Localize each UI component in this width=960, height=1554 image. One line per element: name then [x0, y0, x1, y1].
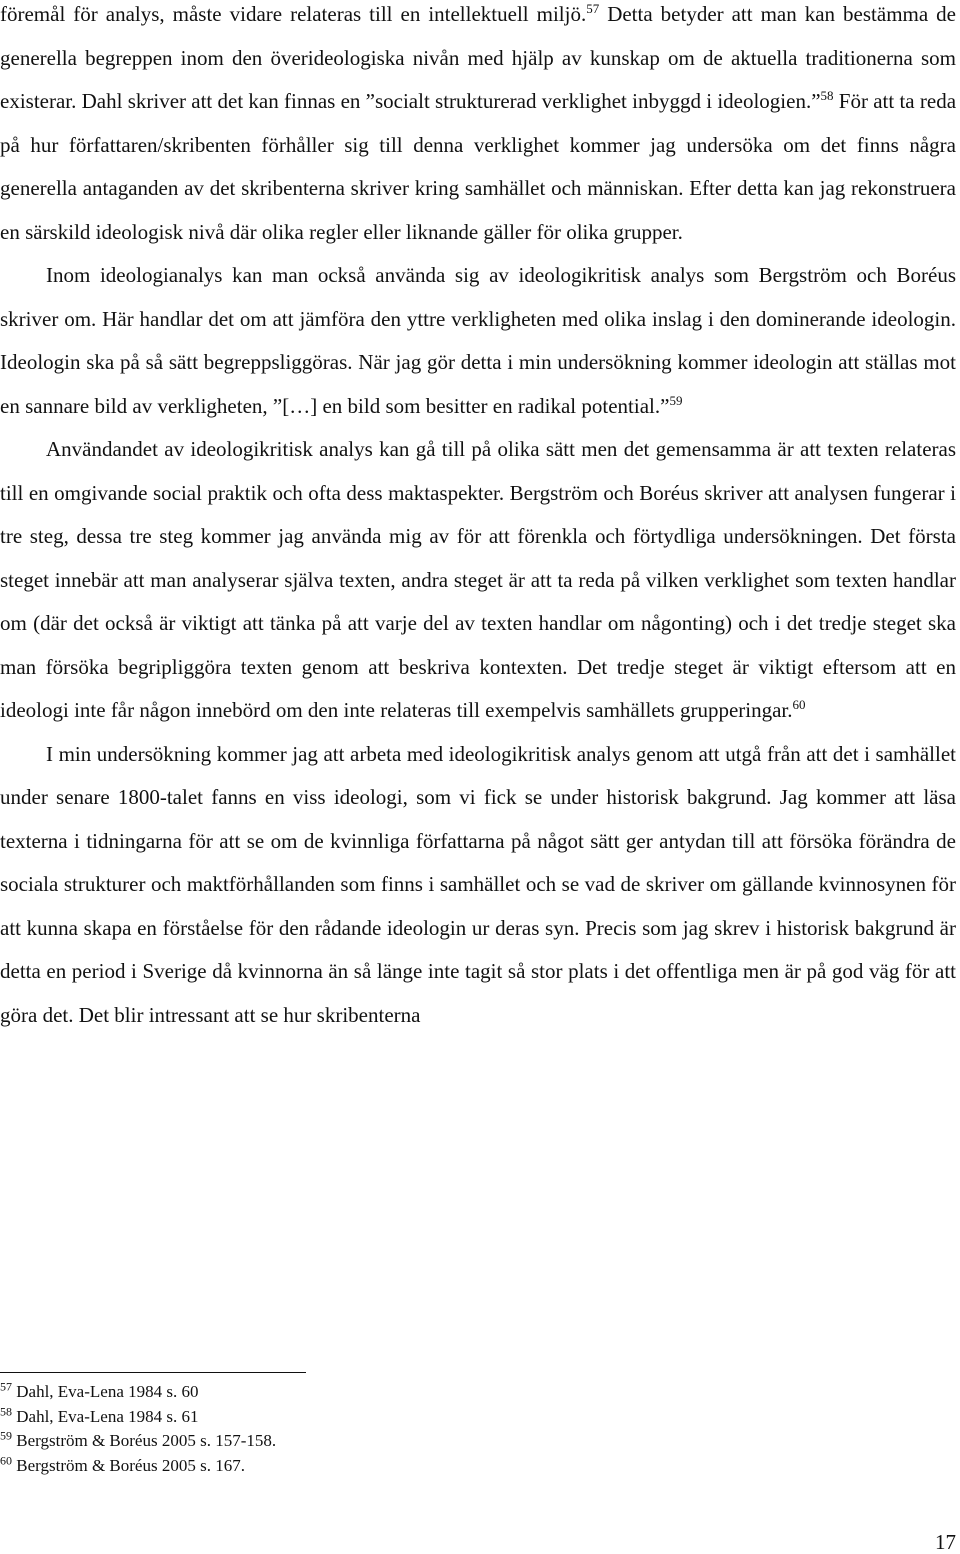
page-number: 17 [935, 1530, 956, 1554]
footnote-text: Bergström & Boréus 2005 s. 157-158. [16, 1431, 277, 1450]
footnote-59 [0, 1429, 700, 1454]
footnote-number: 59 [0, 1428, 12, 1443]
footnote-number: 57 [0, 1379, 12, 1394]
paragraph-text: Detta betyder att man kan bestämma de generella begreppen inom den överideologiska nivån med hjälp av kunskap om de aktuella traditionerna som existerar. Dahl skriver att det kan finnas en ”socialt strukturerad verklighet inbyggd i ideologien.” [0, 2, 956, 113]
footnote-number: 58 [0, 1403, 12, 1418]
paragraph-2 [0, 254, 956, 428]
footnote-text: Dahl, Eva-Lena 1984 s. 60 [16, 1382, 199, 1401]
paragraph-4 [0, 733, 956, 1038]
paragraph-text: föremål för analys, måste vidare relateras till en intellektuell miljö. [0, 2, 587, 26]
footnote-divider [0, 1372, 306, 1373]
paragraph-text: Användandet av ideologikritisk analys kan gå till på olika sätt men det gemensamma är att texten relateras till en omgivande social praktik och ofta dess maktaspekter. Bergström och Boréus skriver att analysen fungerar i tre steg, dessa tre steg kommer jag använda mig av för att förenkla och förtydliga undersökningen. Det första steget innebär att man analyserar själva texten, andra steget är att ta reda på vilken verklighet som texten handlar om (där det också är viktigt att tänka på att varje del av texten handlar om någonting) och i det tredje steget ska man försöka begripliggöra texten genom att beskriva kontexten. Det tredje steget är viktigt eftersom att en ideologi inte får någon innebörd om den inte relateras till exempelvis samhällets grupperingar. [0, 437, 956, 722]
footnote-reference: 60 [792, 697, 806, 713]
footnote-57 [0, 1380, 700, 1405]
footnote-reference: 57 [586, 1, 600, 17]
paragraph-text: Inom ideologianalys kan man också använda sig av ideologikritisk analys som Bergström och Boréus skriver om. Här handlar det om att jämföra den yttre verkligheten med olika inslag i den dominerande ideologin. Ideologin ska på så sätt begreppsliggöras. När jag gör detta i min undersökning kommer ideologin att ställas mot en sannare bild av verkligheten, ”[…] en bild som besitter en radikal potential.” [0, 263, 956, 418]
footnote-text: Dahl, Eva-Lena 1984 s. 61 [16, 1406, 199, 1426]
footnote-text: Bergström & Boréus 2005 s. 167. [16, 1455, 245, 1475]
footnote-58 [0, 1405, 700, 1430]
paragraph-text: För att ta reda på hur författaren/skribenten förhåller sig till denna verklighet kommer jag undersöka om det finns några generella antaganden av det skribenterna skriver kring samhället och människan. Efter detta kan jag rekonstruera en särskild ideologisk nivå där olika regler eller liknande gäller för olika grupper. [0, 89, 957, 244]
paragraph-1 [0, 0, 956, 254]
footnotes [0, 1380, 700, 1478]
paragraph-text: I min undersökning kommer jag att arbeta med ideologikritisk analys genom att utgå från att det i samhället under senare 1800-talet fanns en viss ideologi, som vi fick se under historisk bakgrund. Jag kommer att läsa texterna i tidningarna för att se om de kvinnliga författarna på något sätt ger antydan till att försöka förändra de sociala strukturer och maktförhållanden som finns i samhället och se vad de skriver om gällande kvinnosynen för att kunna skapa en förståelse för den rådande ideologin ur deras syn. Precis som jag skrev i historisk bakgrund är detta en period i Sverige då kvinnorna än så länge inte tagit så stor plats i det offentliga men är på god väg för att göra det. Det blir intressant att se hur skribenterna [0, 741, 956, 1027]
footnote-reference: 58 [820, 88, 834, 104]
paragraph-3 [0, 428, 956, 733]
footnote-number: 60 [0, 1452, 12, 1467]
footnote-60 [0, 1454, 700, 1479]
footnote-reference: 59 [669, 392, 683, 408]
